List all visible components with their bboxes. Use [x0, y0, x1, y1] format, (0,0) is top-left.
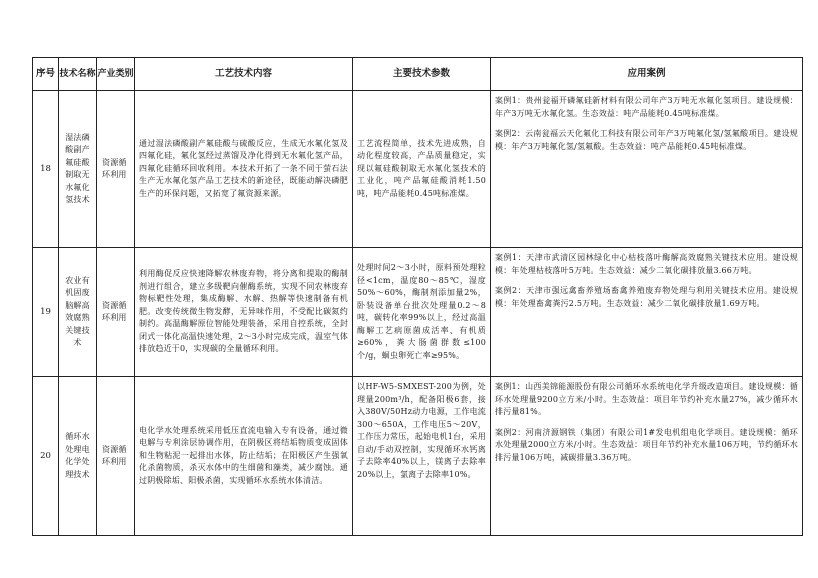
application-cases [491, 377, 803, 536]
header-params: 主要技术参数 [353, 58, 491, 91]
process-content: 通过湿法磷酸副产氟硅酸与硫酸反应，生成无水氟化氢及四氟化硅，氟化氢经过蒸馏及净化得到无水氟化氢产品，四氟化硅循环回收利用。本技术开拓了一条不同于萤石法生产无水氟化氢产品工艺技术的新途径，既能动解决磷肥生产的环保问题，又拓宽了氟资源来源。 [135, 91, 353, 248]
header-cases: 应用案例 [491, 58, 803, 91]
technology-name: 农业有机固废脑解高效腐熟关键技术 [59, 248, 97, 377]
application-cases [491, 248, 803, 377]
table-row [33, 377, 803, 536]
application-cases [491, 91, 803, 248]
case-item: 案例1：贵州瓮福开磷氟硅新材料有限公司年产3万吨无水氟化氢项目。建设规模：年产3万吨无水氟化氢。生态效益：吨产品能耗0.45吨标准煤。 [495, 96, 798, 118]
case-item: 案例2：云南瓮福云天化氟化工科技有限公司年产3万吨氟化氢/氢氟酸项目。建设规模：年产3万吨氟化氢/氢氟酸。生态效益：吨产品能耗0.45吨标准煤。 [495, 129, 798, 151]
header-row [33, 58, 803, 91]
technical-params: 以HF-W5-SMXEST-200为例，处理量200m³/h，配备阳极6套，接入380V/50Hz动力电源，工作电流300～650A，工作电压5～20V，工作压力常压，起始电机1台，采用自动/手动双控制，实现循环水钙离子去除率40%以上，镁离子去除率20%以上，氯离子去除率10%。 [353, 377, 491, 536]
header-content: 工艺技术内容 [135, 58, 353, 91]
industry-category: 资源循环利用 [97, 248, 135, 377]
process-content: 利用酶促反应快速降解农林废弃物，将分离和提取的酶制剂进行组合，建立多级靶向催酶系统，实现不同农林废弃物标靶性处理，集成酶解、水解、热解等快速制备有机肥。改变传统微生物发酵，无异味作用，不受配比碳氮约制约。高温酶解原位智能处理装备，采用自控系统，全封闭式一体化高温快速处理，2～3小时完成完成，温室气体排放趋近于0，实现碳的全量循环利用。 [135, 248, 353, 377]
header-name: 技术名称 [59, 58, 97, 91]
industry-category: 资源循环利用 [97, 91, 135, 248]
document-page [32, 57, 802, 536]
process-content: 电化学水处理系统采用低压直流电输入专有设备，通过微电解与专利涂层协调作用，在阴极区将结垢物质变成固体和生物粘泥一起排出水体，防止结垢；在阳极区产生强氧化杀菌物质，杀灭水体中的生细菌和藻类，减少腐蚀。通过阴极除垢、阳极杀菌，实现循环水系统水体清洁。 [135, 377, 353, 536]
industry-category: 资源循环利用 [97, 377, 135, 536]
table-row [33, 248, 803, 377]
technical-params: 工艺流程简单，技术先进成熟，自动化程度较高，产品质量稳定，实现以氟硅酸制取无水氟化氢技术的工业化，吨产品氟硅酸消耗1.50吨，吨产品能耗0.45吨标准煤。 [353, 91, 491, 248]
technical-params: 处理时间2～3小时，原料预处理粒径<1cm，温度80～85℃，湿度50%～60%，酶制剂添加量2%，卧装设备单台批次处理量0.2～8吨，碳转化率99%以上，经过高温酶解工艺病原菌成活率、有机质≥60%，粪大肠菌群数≤100个/g，蛔虫卵死亡率≥95%。 [353, 248, 491, 377]
row-number: 18 [33, 91, 59, 248]
case-item: 案例2：河南济源钢铁（集团）有限公司1#发电机组电化学项目。建设规模：循环水处理量2000立方米/小时。生态效益：项目年节约补充水量106万吨，节约循环水排污量106万吨，减碳排量3.36万吨。 [495, 427, 798, 462]
header-no: 序号 [33, 58, 59, 91]
header-category: 产业类别 [97, 58, 135, 91]
technology-table [32, 57, 803, 536]
technology-name: 湿法磷酸副产氟硅酸制取无水氟化氢技术 [59, 91, 97, 248]
case-item: 案例1：山西美锦能源股份有限公司循环水系统电化学升级改造项目。建设规模：循环水处理量9200立方米/小时。生态效益：项目年节约补充水量27%，减少循环水排污量81%。 [495, 382, 798, 416]
row-number: 19 [33, 248, 59, 377]
technology-name: 循环水处理电化学处理技术 [59, 377, 97, 536]
case-item: 案例1：天津市武清区园林绿化中心枯枝落叶酶解高效腐熟关键技术应用。建设规模：年处理枯枝落叶5万吨。生态效益：减少二氧化碳排放量3.66万吨。 [495, 253, 798, 275]
case-item: 案例2：天津市强远禽畜养殖场畜禽养殖废弃物处理与利用关键技术应用。建设规模：年处理畜禽粪污2.5万吨。生态效益：减少二氧化碳排放量1.69万吨。 [495, 286, 798, 308]
row-number: 20 [33, 377, 59, 536]
table-row [33, 91, 803, 248]
